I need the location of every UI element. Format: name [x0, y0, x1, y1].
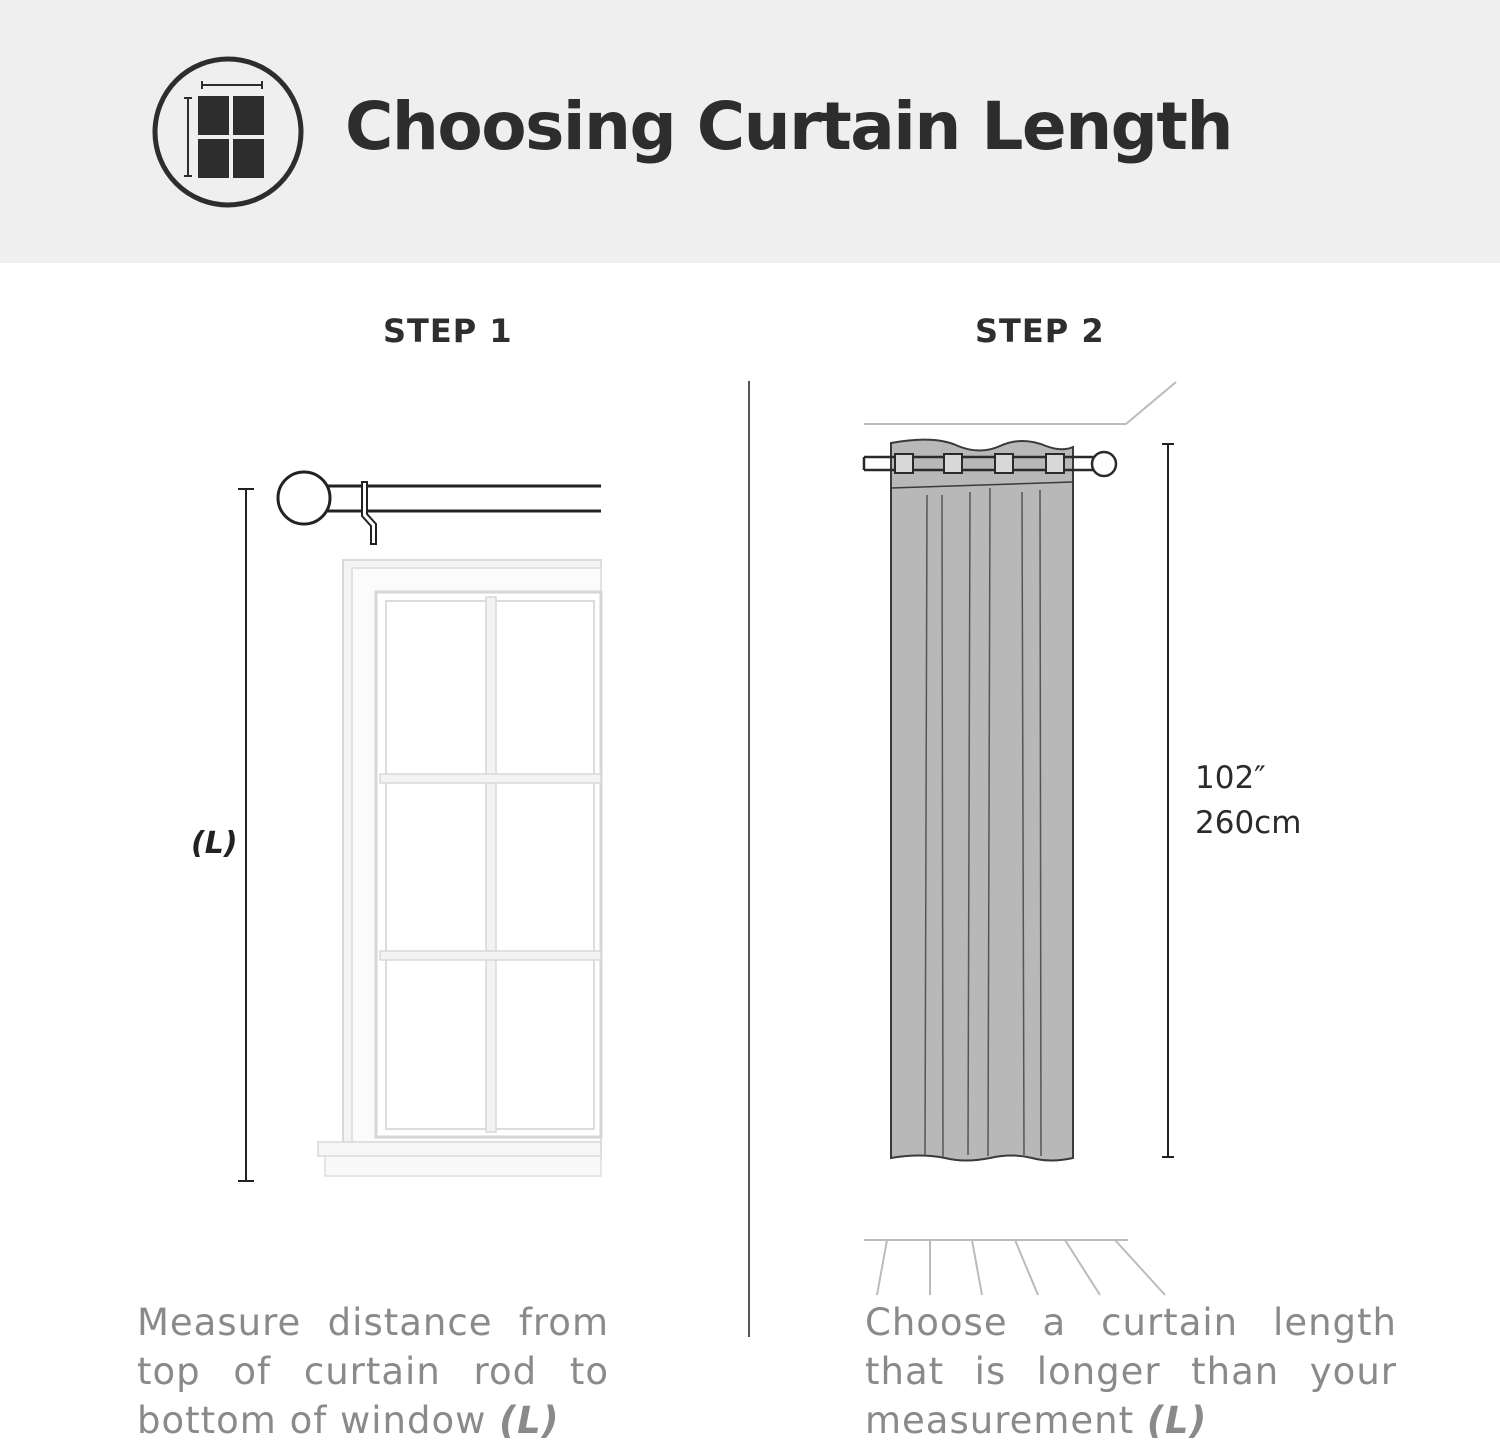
measure-inches: 102″ [1195, 760, 1266, 796]
step-1-caption-em: (L) [499, 1399, 560, 1442]
step-1-caption-text: Measure distance from top of curtain rod to bottom of window [137, 1301, 609, 1442]
page-title: Choosing Curtain Length [345, 88, 1232, 165]
curtain-panel [891, 440, 1073, 1161]
measure-cm: 260cm [1195, 805, 1302, 841]
curtain-measure-line [1162, 444, 1174, 1157]
step-2-caption-em: (L) [1146, 1399, 1208, 1442]
step-2-label: STEP 2 [975, 312, 1105, 350]
step-1-label: STEP 1 [383, 312, 513, 350]
step-2-caption-text: Choose a curtain length that is longer than your measurement [865, 1301, 1397, 1442]
step-2-caption [865, 1298, 1397, 1445]
length-label: (L) [191, 826, 238, 861]
floor-hatching [864, 1240, 1165, 1295]
ceiling-line [864, 382, 1176, 424]
step-1-caption [137, 1298, 609, 1445]
